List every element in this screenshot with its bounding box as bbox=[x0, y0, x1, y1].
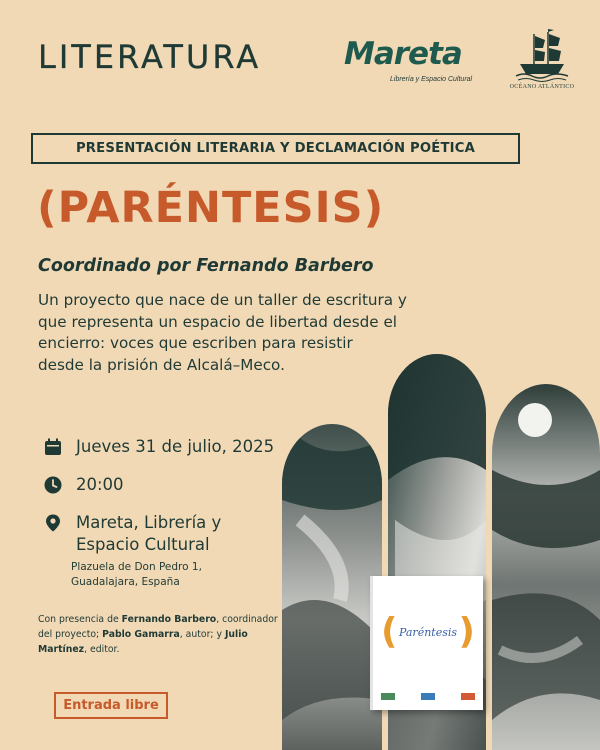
location-name-line: Espacio Cultural bbox=[76, 535, 210, 554]
guests-text: Con presencia de bbox=[38, 614, 122, 625]
mareta-logo-subtitle: Librería y Espacio Cultural bbox=[390, 76, 473, 83]
event-date bbox=[44, 436, 274, 458]
location-name-line: Mareta, Librería y bbox=[76, 513, 222, 532]
event-date-text: Jueves 31 de julio, 2025 bbox=[76, 437, 275, 456]
book-title: Paréntesis bbox=[398, 626, 458, 639]
event-time bbox=[44, 474, 124, 496]
address-line: Plazuela de Don Pedro 1, bbox=[71, 561, 202, 573]
description-line: encierro: voces que escriben para resistir bbox=[38, 334, 353, 352]
address-line: Guadalajara, España bbox=[71, 576, 180, 588]
event-subtitle: Coordinado por Fernando Barbero bbox=[38, 256, 374, 276]
book-paren-left: ( bbox=[381, 611, 398, 652]
publisher-logo bbox=[421, 693, 435, 700]
guest-name: Fernando Barbero bbox=[121, 614, 217, 625]
guests-text: , autor; y bbox=[179, 629, 225, 640]
event-type-banner: PRESENTACIÓN LITERARIA Y DECLAMACIÓN POÉTICA bbox=[31, 133, 520, 164]
guest-name: Pablo Gamarra bbox=[102, 629, 180, 640]
book-cover-image bbox=[370, 576, 483, 710]
book-publisher-logos bbox=[381, 693, 475, 700]
oceano-logo-name: OCÉANO ATLÁNTICO bbox=[509, 84, 575, 90]
calendar-icon bbox=[44, 438, 62, 456]
event-title: (PARÉNTESIS) bbox=[37, 183, 385, 233]
publisher-logo bbox=[381, 693, 395, 700]
book-paren-right: ) bbox=[458, 611, 475, 652]
clock-icon bbox=[44, 476, 62, 494]
description-line: Un proyecto que nace de un taller de escritura y bbox=[38, 291, 407, 309]
location-name bbox=[76, 512, 221, 556]
event-location bbox=[44, 512, 221, 556]
guests-text: , editor. bbox=[84, 644, 120, 655]
guests-note bbox=[38, 612, 278, 657]
publisher-logo bbox=[461, 693, 475, 700]
description-line: desde la prisión de Alcalá–Meco. bbox=[38, 355, 285, 374]
location-address bbox=[71, 560, 202, 590]
free-entry-badge: Entrada libre bbox=[54, 692, 168, 719]
event-time-text: 20:00 bbox=[76, 475, 124, 494]
guest-name: Julio Martínez bbox=[38, 629, 248, 655]
section-label: LITERATURA bbox=[38, 38, 262, 76]
mareta-logo-word: Mareta bbox=[344, 36, 462, 72]
description-line: que representa un espacio de libertad desde el bbox=[38, 312, 398, 331]
location-pin-icon bbox=[44, 514, 62, 532]
guests-text: , coordinador del proyecto; bbox=[38, 614, 278, 640]
